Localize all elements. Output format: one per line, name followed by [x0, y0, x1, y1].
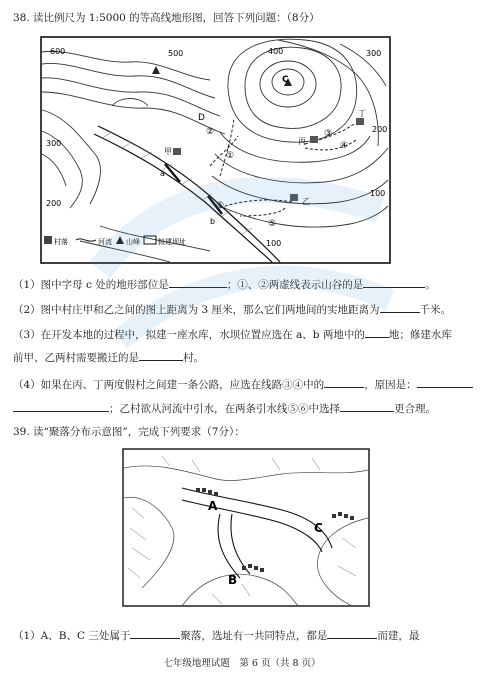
- legend-river-label: 河流: [98, 238, 112, 246]
- q38-part4-line2: [13, 400, 436, 416]
- q38-title: 38. 读比例尺为 1:5000 的等高线地形图，回答下列问题：（8分）: [13, 12, 320, 24]
- answer-blank[interactable]: [327, 627, 377, 639]
- settlement-label-b: B: [228, 573, 238, 587]
- q38-p1-text-c: 。: [425, 279, 436, 291]
- q39-p1-text-c: 而建，最: [377, 630, 420, 642]
- answer-blank[interactable]: [340, 400, 394, 412]
- q38-p3-text-a: （3）在开发本地的过程中，拟建一座水库，水坝位置应选在 a、b 两地中的: [13, 329, 365, 341]
- map-point-c: C: [282, 75, 289, 85]
- q38-part3-line2: [13, 349, 204, 365]
- q38-p2-text-b: 千米。: [419, 304, 452, 316]
- contour-label-400: 400: [268, 47, 284, 56]
- answer-blank[interactable]: [417, 376, 473, 388]
- answer-blank[interactable]: [363, 276, 425, 288]
- map-point-d: D: [198, 113, 205, 123]
- q38-part1: [13, 276, 436, 292]
- map-village-yi: 乙: [302, 197, 310, 206]
- map-village-jia: 甲: [164, 147, 172, 156]
- contour-label-300-left: 300: [46, 139, 62, 148]
- q39-title: 39. 读“聚落分布示意图”，完成下列要求（7分）：: [13, 426, 245, 438]
- q38-p4-text-b: ，原因是：: [364, 379, 417, 391]
- map-village-bing: 丙: [298, 137, 306, 146]
- map-route-1: ①: [226, 151, 235, 161]
- page-footer: 七年级地理试题 第 6 页（共 8 页）: [163, 658, 321, 669]
- q39-p1-text-b: 聚落，选址有一共同特点，都是: [180, 630, 328, 642]
- contour-label-100-right: 100: [370, 189, 386, 198]
- answer-blank[interactable]: [324, 376, 364, 388]
- legend-dam-label: 拟建坝址: [158, 238, 186, 246]
- answer-blank[interactable]: [130, 627, 180, 639]
- q38-p1-text-a: （1）图中字母 c 处的地形部位是: [13, 279, 169, 291]
- q39-part1: [13, 627, 419, 643]
- map-route-6: ⑥: [216, 201, 225, 211]
- contour-label-500: 500: [168, 49, 184, 58]
- answer-blank[interactable]: [365, 326, 389, 338]
- q38-p4-text-c: ；乙村欲从河流中引水，在两条引水线⑤⑥中选择: [109, 403, 340, 415]
- contour-label-100-bottom: 100: [266, 239, 282, 248]
- map-point-a: a: [160, 169, 165, 178]
- q39-p1-text-a: （1）A、B、C 三处属于: [13, 630, 131, 642]
- contour-label-200-left: 200: [46, 199, 62, 208]
- map-point-b: b: [210, 217, 216, 226]
- answer-blank[interactable]: [380, 301, 420, 313]
- map-route-5: ⑤: [268, 219, 277, 229]
- answer-blank[interactable]: [169, 276, 227, 288]
- legend-peak-label: 山峰: [126, 238, 140, 246]
- map-route-4: ④: [340, 141, 349, 151]
- legend-village-label: 村落: [54, 238, 68, 246]
- q38-p4-text-a: （4）如果在丙、丁两度假村之间建一条公路，应选在线路③④中的: [13, 379, 325, 391]
- map-route-2: ②: [206, 127, 215, 137]
- q38-p3-text-c: 前甲、乙两村需要搬迁的是: [13, 352, 139, 364]
- answer-blank[interactable]: [139, 349, 183, 361]
- contour-label-200-right: 200: [372, 125, 388, 134]
- q38-part2: [13, 301, 451, 317]
- legend-village-icon: [44, 236, 52, 244]
- q38-p3-text-b: 地；修建水库: [388, 329, 452, 341]
- contour-map: [40, 36, 392, 266]
- q38-p3-text-d: 村。: [183, 352, 204, 364]
- q38-p1-text-b: ；①、②两虚线表示山谷的是: [226, 279, 364, 291]
- q38-part3-line1: [13, 326, 452, 342]
- q38-p2-text-a: （2）图中村庄甲和乙之间的图上距离为 3 厘米，那么它们两地间的实地距离为: [13, 304, 380, 316]
- answer-blank[interactable]: [13, 400, 109, 412]
- settlement-label-a: A: [208, 499, 218, 513]
- settlement-map: [122, 448, 370, 608]
- q38-part4-line1: [13, 376, 473, 392]
- map-village-ding: 丁: [358, 109, 366, 118]
- contour-label-600: 600: [50, 47, 66, 56]
- settlement-label-c: C: [314, 521, 323, 535]
- q38-p4-text-d: 更合理。: [394, 403, 436, 415]
- map-route-3: ③: [324, 129, 333, 139]
- contour-label-300: 300: [366, 49, 382, 58]
